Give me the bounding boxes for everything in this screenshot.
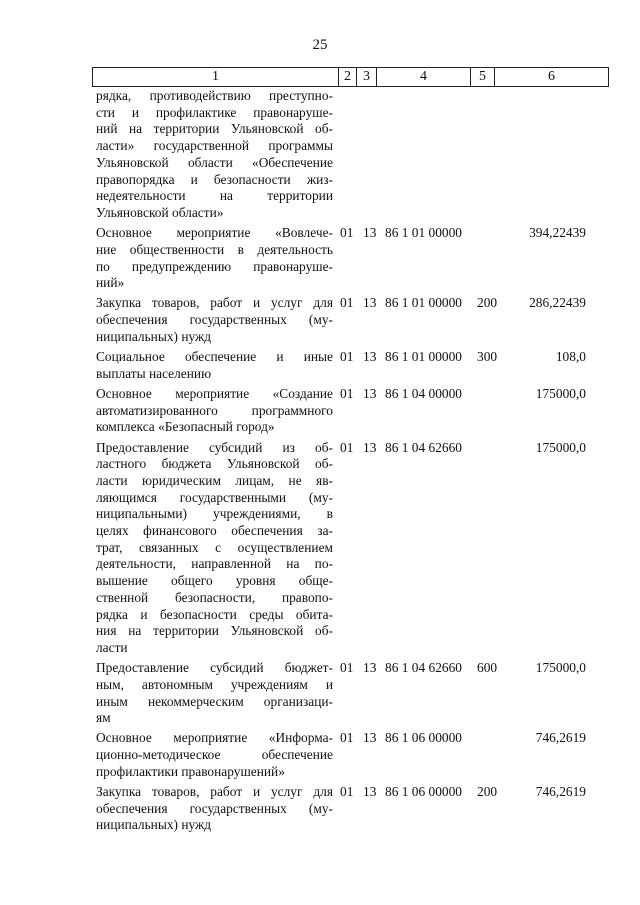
row-amount: 108,0 xyxy=(555,349,586,364)
row-name-line: недеятельности на территории xyxy=(96,188,333,204)
row-name-line: Закупка товаров, работ и услуг для xyxy=(96,784,333,799)
row-amount: 394,22439 xyxy=(529,225,586,241)
row-section: 01 xyxy=(340,225,354,241)
row-name-line: обеспечения государственных (му- xyxy=(96,800,333,816)
row-section: 01 xyxy=(340,730,354,746)
row-name-line: целях финансового обеспечения за- xyxy=(96,523,333,539)
row-section: 01 xyxy=(340,295,354,311)
row-target-code: 86 1 04 62660 xyxy=(385,660,462,676)
row-name-line: рядка, противодействию преступно- xyxy=(96,88,333,103)
column-header-amount: 6 xyxy=(548,69,555,84)
row-target-code: 86 1 01 00000 xyxy=(385,295,462,311)
row-name-line: сти и профилактике правонаруше- xyxy=(96,104,333,120)
row-subsection: 13 xyxy=(363,385,377,401)
row-subsection: 13 xyxy=(363,349,377,364)
row-subsection: 13 xyxy=(363,295,377,311)
row-expense-type: 200 xyxy=(477,784,498,799)
row-name-line: правопорядка и безопасности жиз- xyxy=(96,171,333,187)
row-name-line: ляющимся государственными (му- xyxy=(96,489,333,505)
column-header-section: 2 xyxy=(339,68,357,86)
row-section: 01 xyxy=(340,349,354,364)
row-subsection: 13 xyxy=(363,730,377,746)
row-name-line: трат, связанных с осуществлением xyxy=(96,539,333,555)
row-amount: 175000,0 xyxy=(535,439,586,455)
row-name-line: Ульяновской области» xyxy=(96,204,224,220)
row-section: 01 xyxy=(340,784,354,799)
row-target-code: 86 1 04 62660 xyxy=(385,439,462,455)
row-amount: 746,2619 xyxy=(535,730,586,746)
row-name-line: ния на территории Ульяновской об- xyxy=(96,623,333,639)
column-header-name: 1 xyxy=(93,68,339,86)
row-name-line: Основное мероприятие «Создание xyxy=(96,385,333,401)
row-name xyxy=(96,660,333,727)
row-subsection: 13 xyxy=(363,784,377,799)
column-header-target-code: 4 xyxy=(377,68,471,86)
row-name-line: Основное мероприятие «Информа- xyxy=(96,730,333,746)
row-name-line: ям xyxy=(96,710,111,726)
row-target-code: 86 1 06 00000 xyxy=(385,730,462,746)
row-amount: 286,22439 xyxy=(529,295,586,311)
row-name xyxy=(96,784,333,834)
row-name-line: ственной безопасности, правопо- xyxy=(96,589,333,605)
row-amount: 175000,0 xyxy=(535,660,586,676)
row-name xyxy=(96,730,333,780)
row-name xyxy=(96,349,333,382)
row-expense-type: 200 xyxy=(477,295,498,311)
row-name-line: ционно-методическое обеспечение xyxy=(96,747,333,763)
row-amount: 175000,0 xyxy=(535,385,586,401)
row-target-code: 86 1 06 00000 xyxy=(385,784,462,799)
row-name-line: профилактики правонарушений» xyxy=(96,763,285,779)
row-expense-type: 600 xyxy=(477,660,498,676)
row-name-line: Предоставление субсидий из об- xyxy=(96,439,333,455)
row-name xyxy=(96,225,333,292)
row-name-line: Закупка товаров, работ и услуг для xyxy=(96,295,333,311)
row-name-line: ниципальными) учреждениями, в xyxy=(96,506,333,522)
row-name-line: ным, автономным учреждениям и xyxy=(96,676,333,692)
page-number: 25 xyxy=(312,37,328,53)
row-name-line: вышение общего уровня обще- xyxy=(96,573,333,589)
row-name xyxy=(96,386,333,436)
row-name-line: ниципальных) нужд xyxy=(96,817,212,833)
row-name-line: ние общественности в деятельность xyxy=(96,241,333,257)
row-name-line: ний на территории Ульяновской об- xyxy=(96,121,333,137)
row-name-line: ниципальных) нужд xyxy=(96,328,212,344)
column-header-row xyxy=(92,67,609,87)
row-name xyxy=(96,88,333,222)
row-name-line: Социальное обеспечение и иные xyxy=(96,349,333,364)
row-name-line: деятельности, направленной на по- xyxy=(96,556,333,572)
row-expense-type: 300 xyxy=(477,349,498,364)
row-section: 01 xyxy=(340,385,354,401)
row-name-line: Основное мероприятие «Вовлече- xyxy=(96,225,333,241)
row-name xyxy=(96,295,333,345)
column-header-subsection: 3 xyxy=(357,68,377,86)
row-name-line: Ульяновской области «Обеспечение xyxy=(96,154,333,170)
row-name-line: автоматизированного программного xyxy=(96,402,333,418)
column-header-expense-type: 5 xyxy=(471,68,495,86)
row-name-line: Предоставление субсидий бюджет- xyxy=(96,660,333,676)
row-name-line: ласти юридическим лицам, не яв- xyxy=(96,472,333,488)
row-name-line: рядка и безопасности среды обита- xyxy=(96,606,333,622)
row-name-line: ласти xyxy=(96,639,128,655)
row-subsection: 13 xyxy=(363,660,377,676)
row-target-code: 86 1 01 00000 xyxy=(385,225,462,241)
row-name-line: ластного бюджета Ульяновской об- xyxy=(96,456,333,472)
row-target-code: 86 1 04 00000 xyxy=(385,385,462,401)
row-name-line: иным некоммерческим организаци- xyxy=(96,693,333,709)
row-name-line: по предупреждению правонаруше- xyxy=(96,258,333,274)
row-subsection: 13 xyxy=(363,225,377,241)
row-name-line: выплаты населению xyxy=(96,365,212,381)
row-amount: 746,2619 xyxy=(535,784,586,799)
row-name-line: комплекса «Безопасный город» xyxy=(96,419,275,435)
row-subsection: 13 xyxy=(363,439,377,455)
row-name-line: ний» xyxy=(96,275,125,291)
row-target-code: 86 1 01 00000 xyxy=(385,349,462,364)
row-name-line: ласти» государственной программы xyxy=(96,138,333,154)
row-section: 01 xyxy=(340,439,354,455)
row-name xyxy=(96,440,333,657)
row-name-line: обеспечения государственных (му- xyxy=(96,312,333,328)
row-section: 01 xyxy=(340,660,354,676)
